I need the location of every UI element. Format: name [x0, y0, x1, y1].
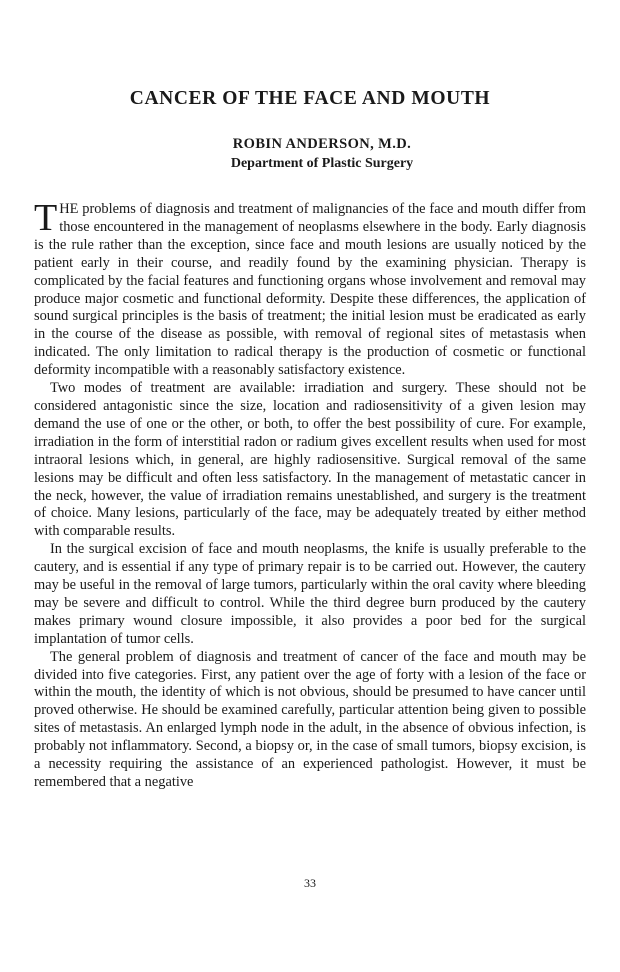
- paragraph-2: Two modes of treatment are available: irradiation and surgery. These should not be considered antagonistic since the size, location and radiosensitivity of a given lesion may demand the use of one or the other, or both, to offer the best possibility of cure. For example, irradiation in the form of interstitial radon or radium gives excellent results when used for most intraoral lesions which, in general, are highly radiosensitive. Surgical removal of the same lesions may be difficult and often less satisfactory. In the management of metastatic cancer in the neck, however, the value of irradiation remains unestablished, and surgery is the treatment of choice. Many lesions, particularly of the face, may be adequately treated by either method with comparable results.: [34, 380, 586, 540]
- drop-cap: T: [34, 197, 58, 239]
- page-number: 33: [304, 876, 316, 890]
- paragraph-3: In the surgical excision of face and mouth neoplasms, the knife is usually preferable to the cautery, and is essential if any type of primary repair is to be carried out. However, the cautery may be useful in the removal of large tumors, particularly within the oral cavity where bleeding may be severe and difficult to control. While the third degree burn produced by the cautery makes primary wound closure impossible, it also provides a poor bed for the surgical implantation of tumor cells.: [34, 541, 586, 647]
- article-body: [34, 197, 586, 792]
- article-title: CANCER OF THE FACE AND MOUTH: [129, 88, 491, 109]
- paragraph-4: The general problem of diagnosis and treatment of cancer of the face and mouth may be divided into five categories. First, any patient over the age of forty with a lesion of the face or within the mouth, the identity of which is not obvious, should be presumed to have cancer until proved otherwise. He should be examined carefully, particular attention being given to possible sites of metastasis. An enlarged lymph node in the adult, in the absence of obvious infection, is probably not inflammatory. Second, a biopsy or, in the case of small tumors, biopsy excision, is a necessity requiring the assistance of an experienced pathologist. However, it must be remembered that a negative: [34, 648, 586, 790]
- paragraph-1: [34, 197, 586, 380]
- author-department: Department of Plastic Surgery: [230, 156, 414, 171]
- author-name: ROBIN ANDERSON, M.D.: [232, 136, 412, 152]
- paragraph-1-text: HE problems of diagnosis and treatment of malignancies of the face and mouth differ from those encountered in the management of neoplasms elsewhere in the body. Early diagnosis is the rule rather than the exception, since face and mouth lesions are usually noticed by the patient early in their course, and readily found by the examining physician. Therapy is complicated by the facial features and functioning organs whose involvement and removal may produce major cosmetic and functional deformity. Despite these differences, the application of sound surgical principles is the basis of treatment; the initial lesion must be eradicated as early in the course of the disease as possible, with removal of regional sites of metastasis when indicated. The only limitation to radical therapy is the production of cosmetic or functional deformity incompatible with a reasonably satisfactory existence.: [34, 201, 586, 379]
